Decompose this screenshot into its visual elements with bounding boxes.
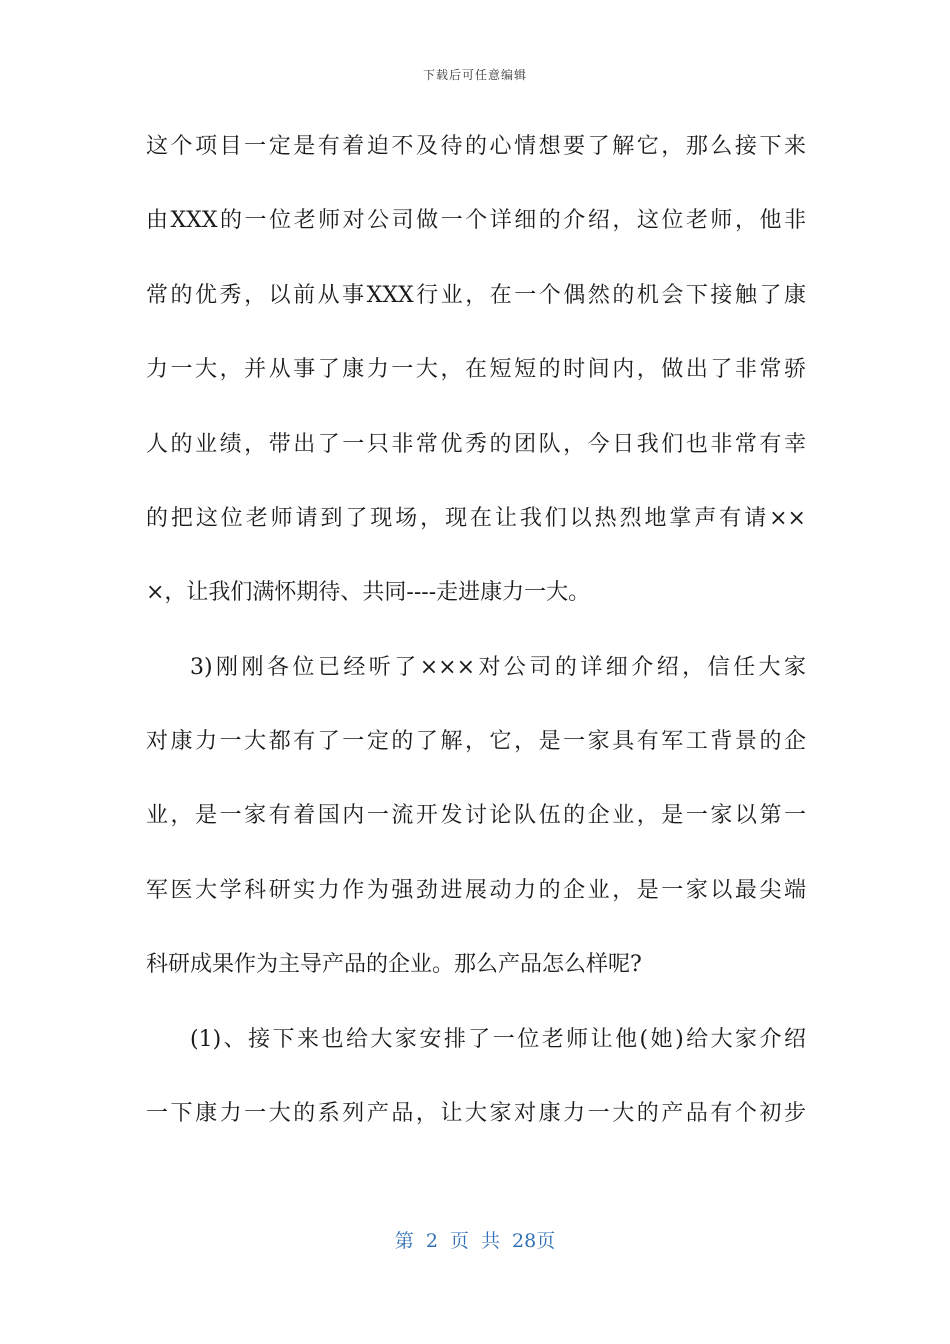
header-note: 下载后可任意编辑 (422, 68, 527, 82)
text-line: 一下康力一大的系列产品，让大家对康力一大的产品有个初步 (146, 1100, 806, 1126)
document-body (146, 128, 806, 1169)
text-line: 军医大学科研实力作为强劲进展动力的企业，是一家以最尖端 (146, 877, 806, 903)
text-line: 人的业绩，带出了一只非常优秀的团队，今日我们也非常有幸 (146, 431, 806, 457)
text-line: 科研成果作为主导产品的企业。那么产品怎么样呢? (146, 952, 642, 978)
text-line: ×，让我们满怀期待、共同----走进康力一大。 (146, 580, 591, 606)
text-line: 由XXX的一位老师对公司做一个详细的介绍，这位老师，他非 (146, 208, 806, 234)
text-line: (1)、接下来也给大家安排了一位老师让他(她)给大家介绍 (190, 1026, 806, 1052)
text-line: 这个项目一定是有着迫不及待的心情想要了解它，那么接下来 (146, 134, 806, 159)
text-line: 常的优秀，以前从事XXX行业，在一个偶然的机会下接触了康 (146, 282, 806, 308)
page-number: 第 2 页 共 28页 (394, 1230, 556, 1252)
text-line: 对康力一大都有了一定的了解，它，是一家具有军工背景的企 (146, 729, 806, 754)
text-line: 3)刚刚各位已经听了×××对公司的详细介绍，信任大家 (190, 654, 806, 680)
text-line: 的把这位老师请到了现场，现在让我们以热烈地掌声有请×× (146, 505, 806, 531)
text-line: 业，是一家有着国内一流开发讨论队伍的企业，是一家以第一 (146, 803, 806, 829)
text-line: 力一大，并从事了康力一大，在短短的时间内，做出了非常骄 (146, 357, 806, 383)
